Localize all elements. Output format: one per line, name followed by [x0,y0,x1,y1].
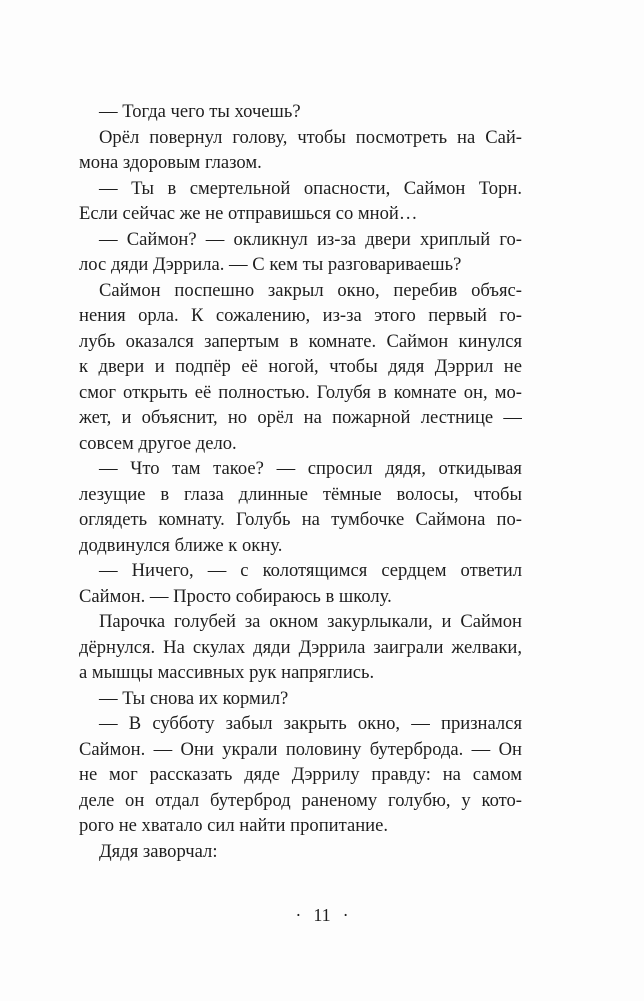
text-line: не мог рассказать дяде Дэррилу правду: на самом [79,764,522,785]
text-line: деле он отдал бутерброд раненому голубю, у кото- [79,789,522,811]
text-line: — Ты в смертельной опасности, Саймон Торн. [99,177,522,199]
text-line: — Что там такое? — спросил дядя, откидывая [99,458,522,479]
text-line: смог открыть её полностью. Голубя в комнате он, мо- [79,381,522,403]
page-number-dot-right: · [342,905,349,925]
text-line: нения орла. К сожалению, из-за этого первый го- [79,305,522,326]
text-line: к двери и подпёр её ногой, чтобы дядя Дэррил не [79,356,522,377]
text-line: Орёл повернул голову, чтобы посмотреть на Сай- [99,126,522,148]
text-line: — Ничего, — с колотящимся сердцем ответил [99,560,522,581]
text-line: Саймон. — Они украли половину бутерброда. — Он [79,738,522,760]
page-body-text [79,99,522,864]
text-line: — Саймон? — окликнул из-за двери хриплый го- [99,228,522,250]
text-line: лубь оказался запертым в комнате. Саймон кинулся [79,330,522,352]
text-line: — Тогда чего ты хочешь? [99,101,301,122]
text-line: Дядя заворчал: [99,840,218,862]
page-number-dot-left: · [295,905,302,925]
page-number-footer [0,905,644,926]
text-line: Парочка голубей за окном закурлыкали, и Саймон [99,611,522,632]
page-number: 11 [313,905,331,925]
text-line: додвинулся ближе к окну. [79,534,283,556]
text-line: — В субботу забыл закрыть окно, — признался [99,713,522,734]
text-line: оглядеть комнату. Голубь на тумбочке Саймона по- [79,509,522,530]
text-line: Если сейчас же не отправишься со мной… [79,203,418,224]
text-line: лезущие в глаза длинные тёмные волосы, чтобы [79,483,522,505]
text-line: Саймон. — Просто собираюсь в школу. [79,585,392,607]
text-line: рого не хватало сил найти пропитание. [79,815,389,836]
text-line: а мышцы массивных рук напряглись. [79,662,375,683]
text-line: дёрнулся. На скулах дяди Дэррила заиграли желваки, [79,636,522,658]
text-line: мона здоровым глазом. [79,152,262,173]
text-line: совсем другое дело. [79,432,237,454]
text-line: жет, и объяснит, но орёл на пожарной лестнице — [79,407,522,428]
text-line: — Ты снова их кормил? [99,687,289,709]
text-line: Саймон поспешно закрыл окно, перебив объяс- [99,279,522,301]
text-line: лос дяди Дэррила. — С кем ты разговариваешь? [79,254,462,275]
